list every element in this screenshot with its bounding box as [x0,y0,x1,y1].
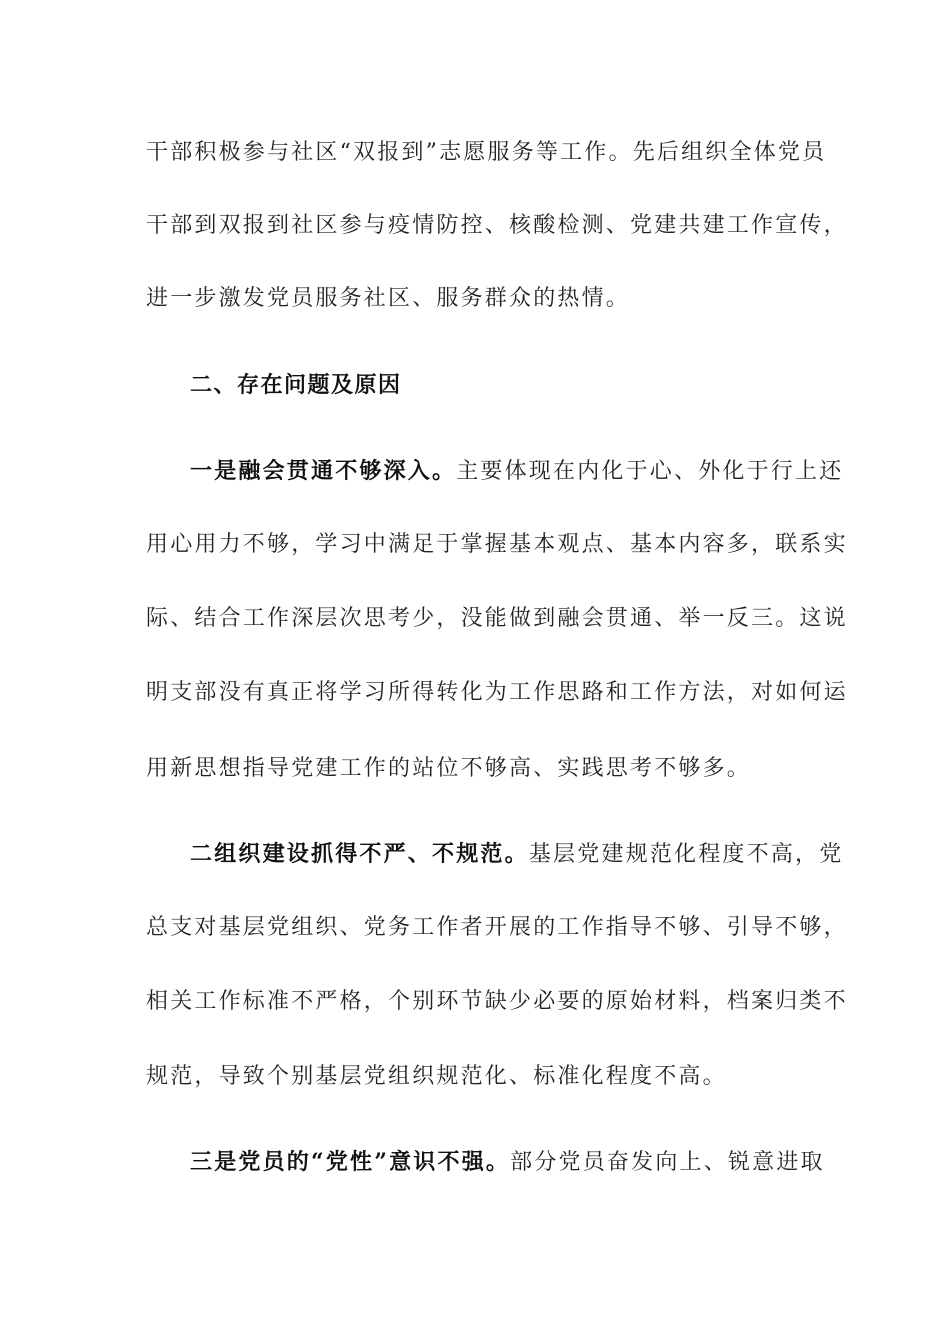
text-line: 进一步激发党员服务社区、服务群众的热情。 [146,286,631,311]
paragraph-first-line [190,834,844,874]
text-line: 际、结合工作深层次思考少，没能做到融会贯通、举一反三。这说 [146,606,848,631]
text-line: 规范，导致个别基层党组织规范化、标准化程度不高。 [146,1064,727,1089]
section-heading: 二、存在问题及原因 [190,373,402,398]
paragraph-text: 部分党员奋发向上、锐意进取 [510,1150,825,1175]
text-line: 相关工作标准不严格，个别环节缺少必要的原始材料，档案归类不 [146,989,848,1014]
paragraph-text: 基层党建规范化程度不高，党 [528,842,844,867]
text-line: 总支对基层党组织、党务工作者开展的工作指导不够、引导不够， [146,915,848,940]
text-line: 明支部没有真正将学习所得转化为工作思路和工作方法，对如何运 [146,680,848,705]
text-line: 干部积极参与社区“双报到”志愿服务等工作。先后组织全体党员 [146,140,827,165]
text-line: 干部到双报到社区参与疫情防控、核酸检测、党建共建工作宣传， [146,213,848,238]
paragraph-lead: 一是融会贯通不够深入。 [190,458,457,484]
paragraph-lead: 三是党员的“党性”意识不强。 [190,1149,511,1175]
paragraph-first-line [190,451,844,491]
text-line: 用心用力不够，学习中满足于掌握基本观点、基本内容多，联系实 [146,532,848,557]
paragraph-text: 主要体现在内化于心、外化于行上还 [456,459,844,484]
paragraph-lead: 二组织建设抓得不严、不规范。 [190,841,529,867]
paragraph-first-line [190,1142,825,1182]
text-line: 用新思想指导党建工作的站位不够高、实践思考不够多。 [146,756,752,781]
